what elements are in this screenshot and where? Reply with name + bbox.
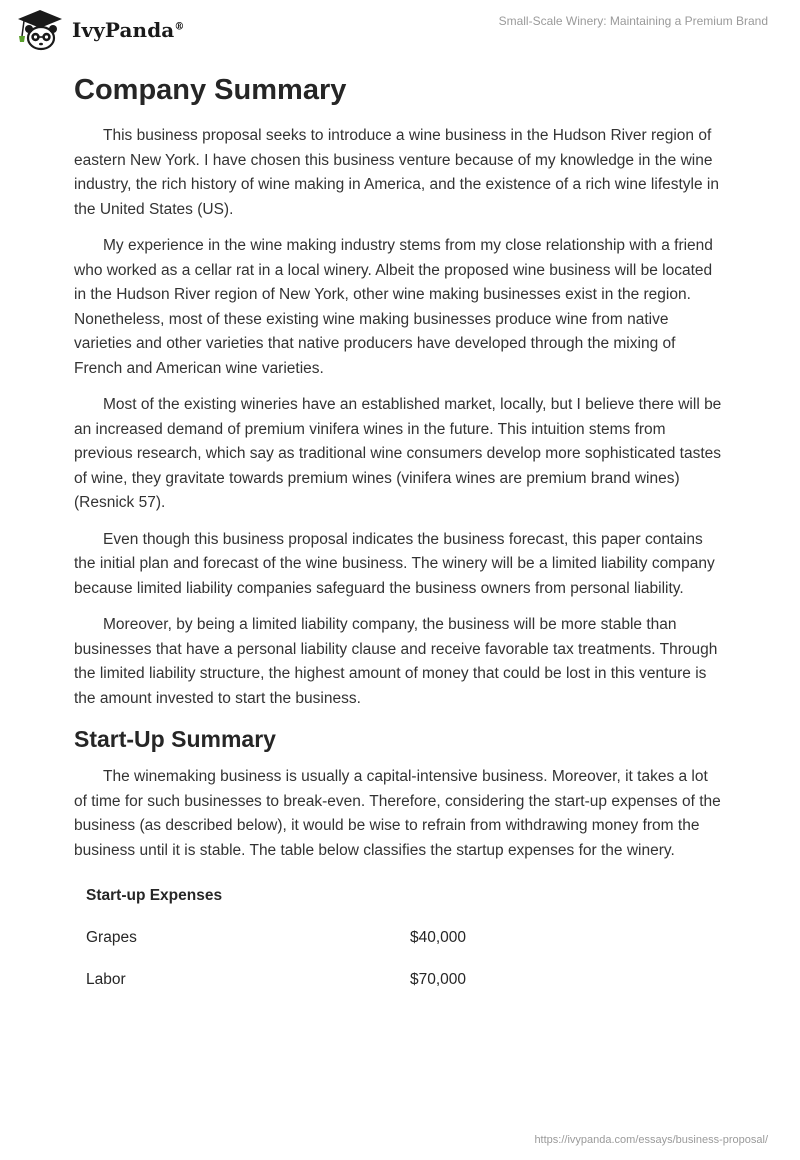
paragraph: This business proposal seeks to introduce a wine business in the Hudson River region of eastern New York. I have chosen this business venture because of my knowledge in the wine industry, the rich history of wine making in America, and the existence of a rich wine lifestyle in the United States (US). [74,127,719,218]
table-header-cell: Start-up Expenses [86,887,223,904]
start-up-expenses-table [74,875,634,1001]
table-row [74,959,634,1001]
expense-amount: $70,000 [410,971,467,988]
panda-graduate-icon [14,8,66,52]
paragraph: Most of the existing wineries have an established market, locally, but I believe there will be an increased demand of premium vinifera wines in the future. This intuition stems from previous research, which say as traditional wine consumers develop more sophisticated tastes of wine, they gravitate towards premium wines (vinifera wines are premium brand wines) (Resnick 57). [74,396,722,511]
table-header-cell-empty [398,875,634,917]
essay-content [74,70,724,1001]
brand-name: IvyPanda® [72,18,185,42]
table-header-row [74,875,634,917]
expense-item: Labor [86,971,126,988]
expense-amount: $40,000 [410,929,467,946]
table-row [74,917,634,959]
paragraph: Moreover, by being a limited liability company, the business will be more stable than businesses that have a personal liability clause and receive favorable tax treatments. Through the limited liability structure, the highest amount of money that could be lost in this venture is the amount invested to start the business. [74,616,718,707]
section-heading-start-up-summary: Start-Up Summary [74,726,276,752]
paragraph: The winemaking business is usually a capital-intensive business. Moreover, it takes a lot of time for such businesses to break-even. Therefore, considering the start-up expenses of the business (as described below), it would be wise to refrain from withdrawing money from the business until it is stable. The table below classifies the startup expenses for the winery. [74,768,721,859]
section-heading-company-summary: Company Summary [74,74,347,106]
expense-item: Grapes [86,929,137,946]
running-title: Small-Scale Winery: Maintaining a Premium Brand [498,14,768,28]
page-header [0,0,800,60]
source-url[interactable]: https://ivypanda.com/essays/business-proposal/ [534,1134,768,1146]
ivypanda-logo[interactable] [14,8,184,52]
paragraph: Even though this business proposal indicates the business forecast, this paper contains the initial plan and forecast of the wine business. The winery will be a limited liability company because limited liability companies safeguard the business owners from personal liability. [74,530,715,597]
paragraph: My experience in the wine making industry stems from my close relationship with a friend who worked as a cellar rat in a local winery. Albeit the proposed wine business will be located in the Hudson River region of New York, other wine making businesses exist in the region. Nonetheless, most of these existing wine making businesses produce wine from native varieties and other varieties that native producers have developed through the mixing of French and American wine varieties. [74,237,713,377]
